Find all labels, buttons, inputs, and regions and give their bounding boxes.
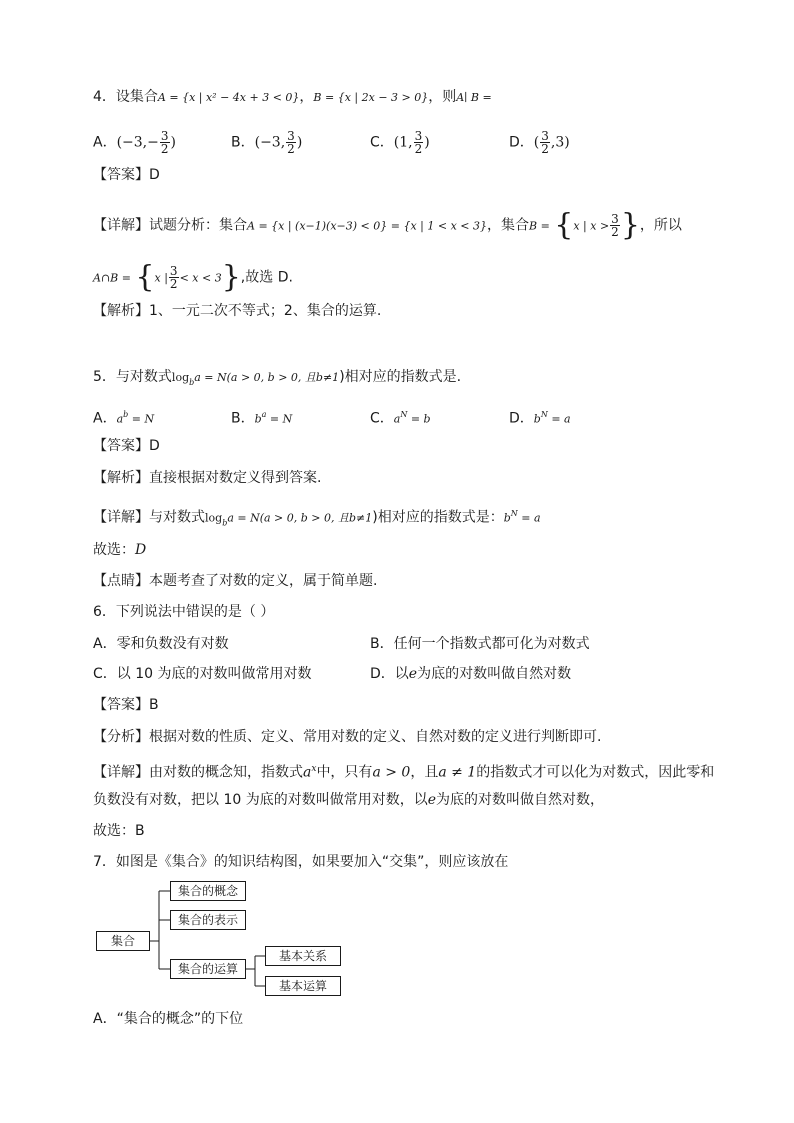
q4-option-d: D．( $\frac{3}{2}$ ,3) (509, 129, 570, 156)
q6-option-d: D．以e为底的对数叫做自然对数 (370, 666, 572, 682)
q4-answer: 【答案】D (93, 167, 160, 183)
q6-detail-line1: 【详解】由对数的概念知，指数式$a^x$中，只有a > 0，且a ≠ 1的指数式才可以化为对数式，因此零和 (93, 764, 715, 781)
tree-node-root: 集合 (96, 931, 150, 951)
q6-option-b: B．任何一个指数式都可化为对数式 (370, 636, 590, 652)
q6-option-c: C．以 10 为底的对数叫做常用对数 (93, 666, 312, 682)
q5-option-c: C．$a^N = b$ (370, 410, 431, 427)
tree-node-basic-relation: 基本关系 (265, 946, 341, 966)
q4-option-b: B．(−3, $\frac{3}{2}$ ) (231, 129, 303, 156)
q4-analysis: 【解析】1、一元二次不等式；2、集合的运算. (93, 303, 382, 319)
tree-node-representation: 集合的表示 (170, 910, 246, 930)
tree-node-concept: 集合的概念 (170, 881, 246, 901)
q5-detail: 【详解】与对数式$\log_ba = N(a > 0$, b > 0, 且b≠1)相对应的指数式是：$b^N = a$ (93, 509, 541, 528)
q6-answer: 【答案】B (93, 697, 159, 713)
q6-stem: 6．下列说法中错误的是（ ） (93, 604, 275, 620)
q7-option-a: A．“集合的概念”的下位 (93, 1011, 244, 1027)
q6-conclusion: 故选：B (93, 823, 145, 839)
q4-detail-line2: A∩B = {x | $\frac{3}{2}$ < x < 3},故选 D. (93, 259, 293, 295)
q5-comment: 【点睛】本题考查了对数的定义，属于简单题. (93, 573, 378, 589)
fraction: $\frac{3}{2}$ (169, 264, 178, 291)
q4-option-c: C．(1, $\frac{3}{2}$ ) (370, 129, 430, 156)
q5-option-d: D．$b^N = a$ (509, 410, 571, 427)
fraction: $\frac{3}{2}$ (287, 129, 295, 156)
q5-answer: 【答案】D (93, 438, 160, 454)
fraction: $\frac{3}{2}$ (160, 129, 169, 156)
q6-detail-line2: 负数没有对数，把以 10 为底的对数叫做常用对数，以e为底的对数叫做自然对数， (93, 792, 605, 808)
q4-detail-line1: 【详解】试题分析：集合A = {x | (x−1)(x−3) < 0} = {x | 1 < x < 3}，集合B = {x | x > $\frac{3}{2}$ }，所以 (93, 207, 682, 243)
q6-option-a: A．零和负数没有对数 (93, 636, 229, 652)
q7-stem: 7．如图是《集合》的知识结构图，如果要加入“交集”，则应该放在 (93, 854, 509, 870)
q5-stem: 5．与对数式$\log_ba = N(a > 0$, b > 0, 且b≠1)相对应的指数式是. (93, 369, 462, 387)
q4-option-a: A．(−3,− $\frac{3}{2}$ ) (93, 129, 176, 156)
q5-option-a: A．$a^b = N$ (93, 410, 155, 427)
q5-conclusion: 故选：D (93, 542, 147, 558)
fraction: $\frac{3}{2}$ (541, 129, 549, 156)
tree-node-operations: 集合的运算 (170, 959, 246, 979)
q5-option-b: B．$b^a = N$ (231, 410, 293, 427)
fraction: $\frac{3}{2}$ (611, 212, 619, 239)
fraction: $\frac{3}{2}$ (414, 129, 423, 156)
q5-analysis: 【解析】直接根据对数定义得到答案. (93, 470, 322, 486)
tree-node-basic-operation: 基本运算 (265, 976, 341, 996)
q4-stem: 4．设集合A = {x | x² − 4x + 3 < 0}，B = {x | 2x − 3 > 0}，则A∣ B = (93, 89, 492, 105)
q6-analysis: 【分析】根据对数的性质、定义、常用对数的定义、自然对数的定义进行判断即可. (93, 729, 602, 745)
